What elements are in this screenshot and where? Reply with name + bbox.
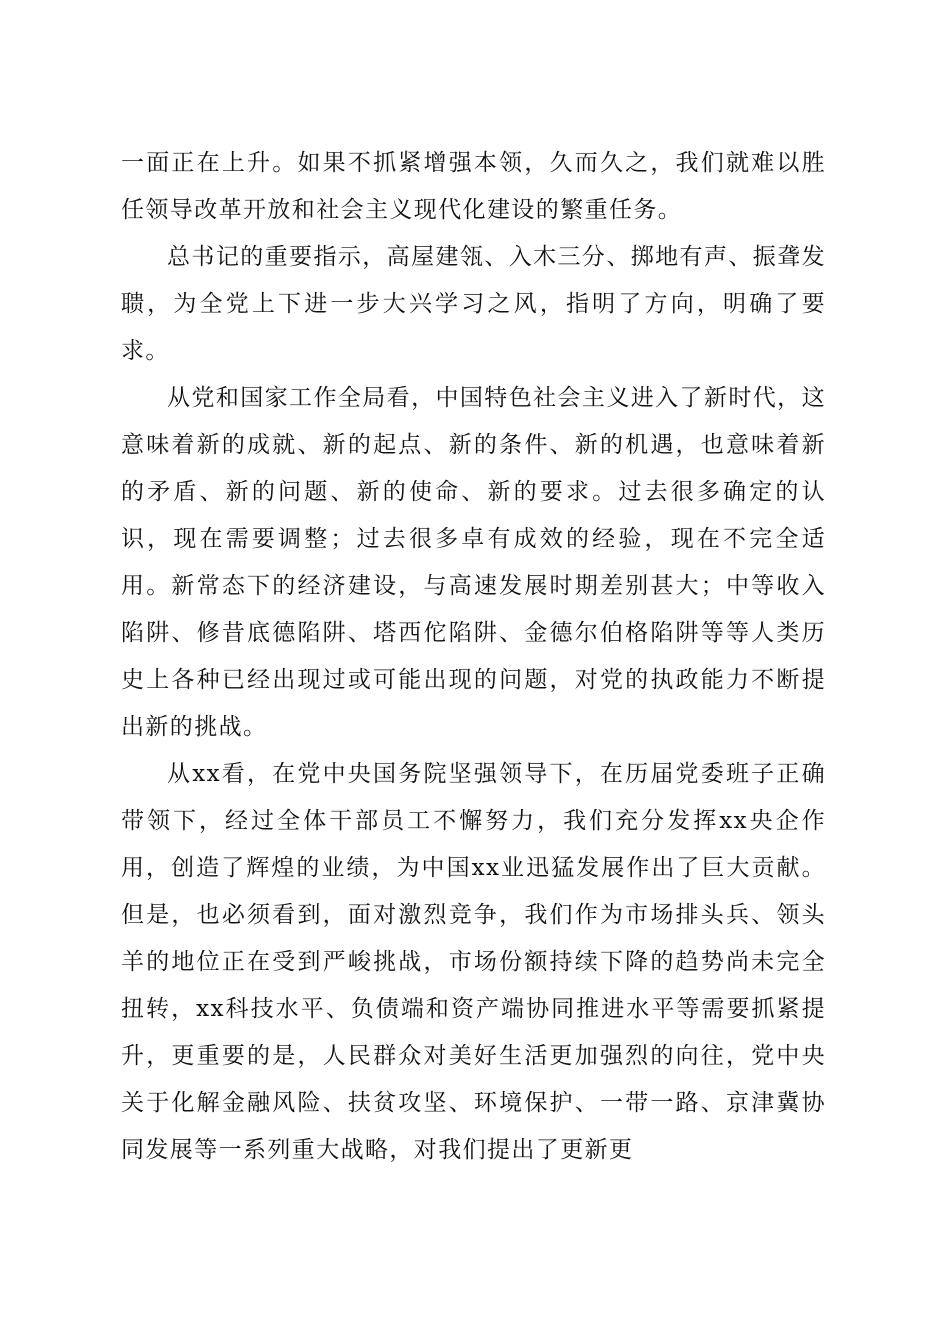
document-body [121,140,826,1174]
paragraph-4: 从xx看，在党中央国务院坚强领导下，在历届党委班子正确带领下，经过全体干部员工不懈努力，我们充分发挥xx央企作用，创造了辉煌的业绩，为中国xx业迅猛发展作出了巨大贡献。但是，也必须看到，面对激烈竞争，我们作为市场排头兵、领头羊的地位正在受到严峻挑战，市场份额持续下降的趋势尚未完全扭转，xx科技水平、负债端和资产端协同推进水平等需要抓紧提升，更重要的是，人民群众对美好生活更加强烈的向往，党中央关于化解金融风险、扶贫攻坚、环境保护、一带一路、京津冀协同发展等一系列重大战略，对我们提出了更新更 [121,761,826,1163]
paragraph-2: 总书记的重要指示，高屋建瓴、入木三分、掷地有声、振聋发聩，为全党上下进一步大兴学习之风，指明了方向，明确了要求。 [121,244,826,364]
paragraph-3: 从党和国家工作全局看，中国特色社会主义进入了新时代，这意味着新的成就、新的起点、新的条件、新的机遇，也意味着新的矛盾、新的问题、新的使命、新的要求。过去很多确定的认识，现在需要调整；过去很多卓有成效的经验，现在不完全适用。新常态下的经济建设，与高速发展时期差别甚大；中等收入陷阱、修昔底德陷阱、塔西佗陷阱、金德尔伯格陷阱等等人类历史上各种已经出现过或可能出现的问题，对党的执政能力不断提出新的挑战。 [121,385,826,740]
paragraph-1: 一面正在上升。如果不抓紧增强本领，久而久之，我们就难以胜任领导改革开放和社会主义现代化建设的繁重任务。 [121,150,826,223]
